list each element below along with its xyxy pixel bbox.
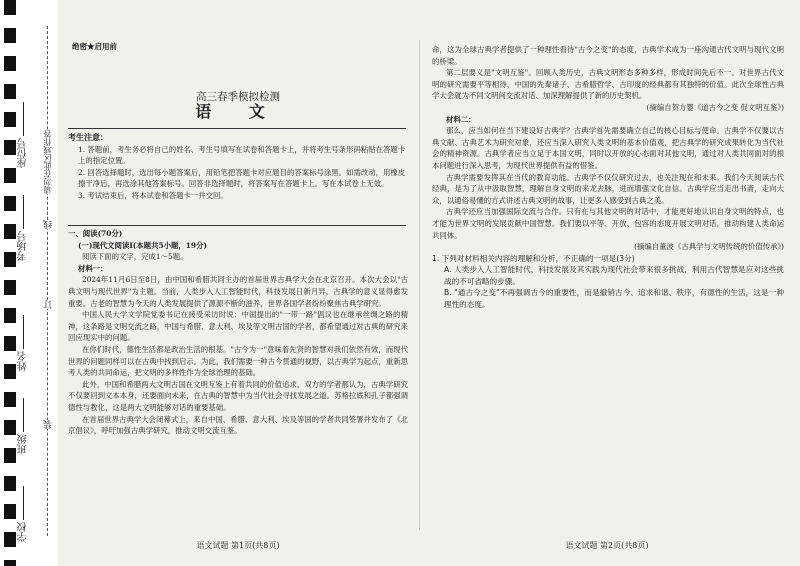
note-item: 2. 回答选择题时，选出每小题答案后，用铅笔把答题卡对应题目的答案标号涂黑。如需改动，用橡皮擦干净后，再选涂其他答案标号。回答非选择题时，将答案写在答题卡上。写在本试卷上无效。 (78, 167, 406, 189)
paragraph: 古典学还应当加强国际交流与合作。只有在与其他文明的对话中，才能更好地认识自身文明的特点，也才能为世界文明的发展贡献中国智慧。我们要以平等、开放、包容的态度开展文明对话，推动构建人类命运共同体。 (432, 207, 784, 240)
class-field[interactable]: 班级 (18, 398, 40, 454)
name-field[interactable]: 姓名 (18, 315, 40, 371)
exam-subtitle: 高三春季模拟检测 (196, 91, 280, 103)
binding-margin (0, 0, 58, 566)
note-item: 3. 考试结束后，将本试卷和答题卡一并交回。 (78, 190, 228, 200)
binding-mark-xian: 线 (44, 220, 54, 229)
binding-stripes (4, 0, 16, 566)
binding-mark-ding: 订 (44, 300, 54, 309)
paragraph: 命，这为全球古典学者提供了一种理性看待"古今之变"的态度，古典学术成为一座沟通古代文明与现代文明的桥梁。 (432, 45, 784, 66)
reading-continued (432, 44, 784, 311)
sub-section-title: (一)现代文阅读Ⅰ(本题共5小题，19分) (78, 240, 207, 250)
source-citation: (摘编自贺方婴《道古今之变 促文明互鉴》) (646, 102, 784, 112)
school-field[interactable]: 学校 (18, 486, 40, 542)
secret-label: 绝密★启用前 (72, 42, 117, 51)
binding-cut-line (47, 26, 48, 536)
exam-page-2 (424, 0, 790, 566)
paragraph: 那么，应当如何在当下建设好古典学？古典学首先需要确立自己的核心目标与使命。古典学不仅要以古典文献、古典艺术为研究对象，还应当深入研究人类文明的基本价值观，把古典学的研究成果转化为当代社会的精神资源。古典学者应当立足于本国文明，同时以开放的心态面对其他文明，通过对人类共同面对的根本问题进行深入思考，为现代世界提供有益的借鉴。 (432, 126, 784, 170)
paragraph: 在首届世界古典学大会闭幕式上，来自中国、希腊、意大利、埃及等国的学者共同签署并发布了《北京倡议》，呼吁加强古典学研究，推动文明交流互鉴。 (68, 414, 408, 436)
binding-notice: 请勿在此区域作答 (43, 130, 52, 194)
exam-room-field[interactable]: 考场号 (18, 195, 40, 261)
notes-title: 考生注意： (68, 132, 108, 142)
paragraph: 此外，中国和希腊两大文明古国在文明互鉴上有着共同的价值追求，双方的学者都认为，古典学研究不仅要回到文本本身，还要面向未来，在古典的智慧中为当代社会寻找发展之道。苏格拉底和孔子都强调德性与教化，这是两大文明能够对话的重要基础。 (68, 379, 408, 412)
source-citation: (摘编自董波《古典学与文明传统的价值传承》) (634, 242, 784, 252)
paragraph: 古典学需要发挥其在当代的教育功能。古典学不仅仅研究过去，也关注现在和未来。我们今天阅读古代经典，是为了从中汲取智慧，理解自身文明的来龙去脉，进而增强文化自信。古典学应当走出书斋，走向大众，以通俗易懂的方式讲述古典文明的故事，让更多人感受到古典之美。 (432, 172, 784, 205)
note-item: 1. 答题前，考生务必将自己的姓名、考生号填写在试卷和答题卡上，并将考生号条形码粘贴在答题卡上的指定位置。 (78, 144, 406, 166)
binding-mark-zhuang: 装 (44, 420, 54, 429)
page-footer: 语文试题 第1页(共8页) (196, 541, 280, 550)
reading-section (68, 228, 408, 437)
paragraph: 第二层要义是"文明互鉴"。回顾人类历史，古典文明形态多种多样，形成时间先后不一。对世界古代文明的研究需要平等相待，中国的先秦诸子、古希腊哲学、古印度的经典都有其独特的价值。此次全球性古典学大会就为不同文明间交流对话、加深理解提供了新的历史契机。 (432, 68, 784, 101)
section-title: 一、阅读(70分) (68, 229, 123, 238)
instruction: 阅读下面的文字，完成1～5题。 (82, 252, 188, 262)
material-label: 材料二： (446, 114, 476, 124)
seat-number-field[interactable]: 座位号 (18, 102, 40, 168)
paragraph: 2024年11月6日至8日，由中国和希腊共同主办的首届世界古典学大会在北京召开。本次大会以"古典文明与现代世界"为主题。当前，人类步入人工智能时代，科技发展日新月异，古典学的意义显得愈发重要。古老的智慧为今天的人类发展提供了源源不断的滋养，世界各国学者纷纷聚焦古典学研究。 (68, 275, 408, 308)
paragraph: 在你们时代，德性生活都是政治生活的根基。"古今为一"意味着先贤的智慧对我们依然有效，而现代世界的问题同样可以在古典中找到启示。为此，我们需要一种古今贯通的视野，以古典学为起点，重新思考人类的共同命运，把文明的多样性作为全球治理的基础。 (68, 344, 408, 378)
option-a[interactable]: A. 人类步入人工智能时代，科技发展及其实践为现代社会带来很多挑战，利用古代智慧是应对这些挑战的不可省略的步骤。 (444, 265, 784, 286)
page-divider (419, 40, 420, 530)
exam-page-1 (62, 0, 414, 566)
paragraph: 中国人民大学文学院党委书记在接受采访时说：中国提出的"一带一路"倡议也在继承丝绸之路的精神，这条路是文明交流之路，中国与希腊、意大利、埃及等文明古国的学者，都希望通过对古典的研究来回应现实中的问题。 (68, 310, 408, 343)
option-b[interactable]: B. "通古今之变"不再强调古今的重要性，而是撤销古今、追求和谐、秩序，有德性的生活，这是一种理性的态度。 (444, 288, 784, 310)
exam-subject: 语 文 (195, 102, 281, 121)
candidate-notes (68, 128, 406, 226)
page-footer: 语文试题 第2页(共8页) (565, 541, 649, 550)
question-1: 1. 下列对材料相关内容的理解和分析，不正确的一项是(3分) (432, 253, 635, 263)
material-label: 材料一： (78, 263, 108, 273)
